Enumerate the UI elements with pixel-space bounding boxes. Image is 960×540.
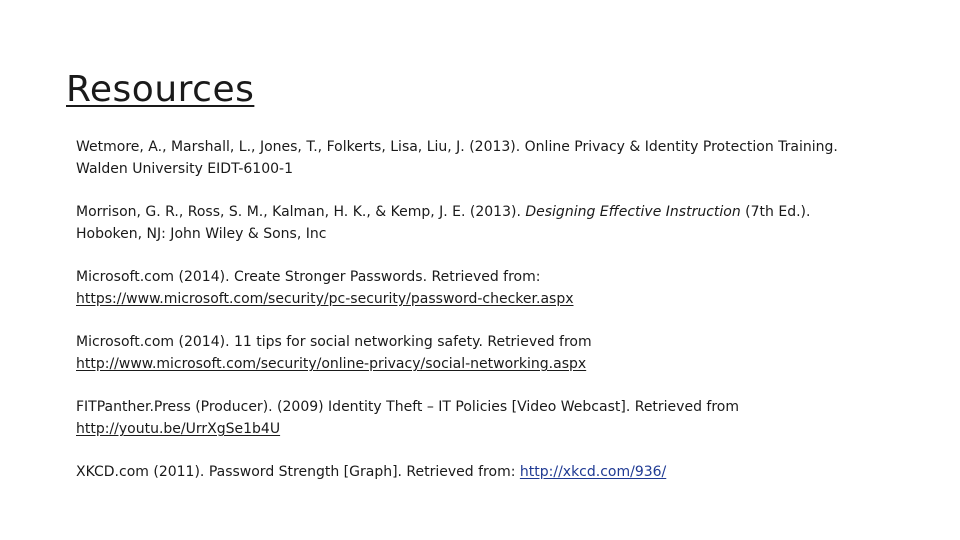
reference-list [76,136,936,504]
reference-link[interactable]: http://www.microsoft.com/security/online-privacy/social-networking.aspx [76,356,587,372]
reference-text: (7th Ed.). [740,204,811,220]
reference-text: Walden University EIDT-6100-1 [76,161,293,177]
reference-text: Morrison, G. R., Ross, S. M., Kalman, H. K., & Kemp, J. E. (2013). [76,204,526,220]
reference-link[interactable]: https://www.microsoft.com/security/pc-security/password-checker.aspx [76,291,574,307]
reference-text: Microsoft.com (2014). Create Stronger Passwords. Retrieved from: [76,269,541,285]
reference-text: FITPanther.Press (Producer). (2009) Identity Theft – IT Policies [Video Webcast]. Retrieved from [76,399,739,415]
book-title: Designing Effective Instruction [525,204,741,220]
reference-link[interactable]: http://youtu.be/UrrXgSe1b4U [76,421,281,437]
reference-item [76,461,936,483]
reference-item [76,331,936,375]
reference-item [76,136,936,180]
reference-text: Microsoft.com (2014). 11 tips for social networking safety. Retrieved from [76,334,592,350]
reference-text: Hoboken, NJ: John Wiley & Sons, Inc [76,226,327,242]
reference-text: XKCD.com (2011). Password Strength [Graph]. Retrieved from: [76,464,520,480]
reference-link[interactable]: http://xkcd.com/936/ [519,464,667,480]
reference-text: Wetmore, A., Marshall, L., Jones, T., Folkerts, Lisa, Liu, J. (2013). Online Privacy & Identity Protection Training. [76,139,838,155]
reference-item [76,201,936,245]
page-title: Resources [66,69,255,110]
reference-item [76,266,936,310]
reference-item [76,396,936,440]
